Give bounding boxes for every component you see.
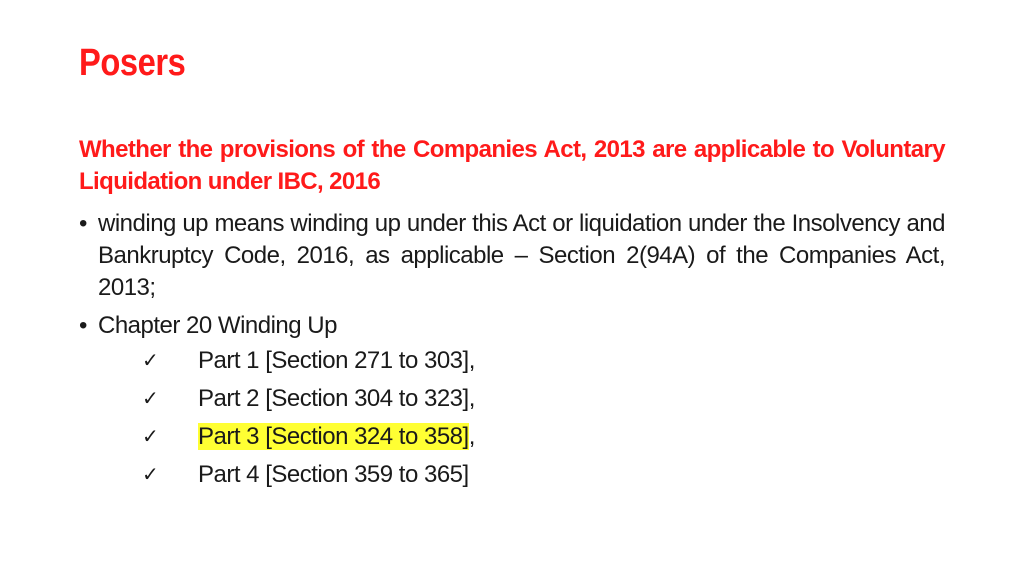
check-icon: ✓	[142, 350, 159, 372]
bullet-text: winding up means winding up under this Act or liquidation under the Insolvency and Bankruptcy Code, 2016, as applicable – Section 2(94A) of the Companies Act, 2013;	[98, 210, 945, 301]
part-item-1	[98, 342, 945, 380]
check-icon: ✓	[142, 426, 159, 448]
part-item-2	[98, 380, 945, 418]
part-suffix: ,	[468, 423, 475, 450]
bullet-list	[79, 208, 945, 500]
part-item-3	[98, 418, 945, 456]
slide-title: Posers	[79, 42, 186, 84]
bullet-icon: •	[79, 210, 87, 237]
part-suffix: ,	[468, 385, 475, 412]
part-label-highlighted: Part 3 [Section 324 to 358]	[198, 423, 469, 450]
bullet-item-definition	[79, 208, 945, 304]
chapter-parts-list	[98, 342, 945, 494]
part-label: Part 2 [Section 304 to 323]	[198, 385, 469, 412]
part-item-4	[98, 456, 945, 494]
part-suffix: ,	[468, 347, 475, 374]
part-label: Part 1 [Section 271 to 303]	[198, 347, 469, 374]
bullet-item-chapter	[79, 310, 945, 494]
question-heading: Whether the provisions of the Companies Act, 2013 are applicable to Voluntary Liquidation under IBC, 2016	[79, 136, 945, 195]
bullet-icon: •	[79, 312, 87, 339]
check-icon: ✓	[142, 464, 159, 486]
part-label: Part 4 [Section 359 to 365]	[198, 461, 469, 488]
bullet-text: Chapter 20 Winding Up	[98, 312, 337, 339]
check-icon: ✓	[142, 388, 159, 410]
